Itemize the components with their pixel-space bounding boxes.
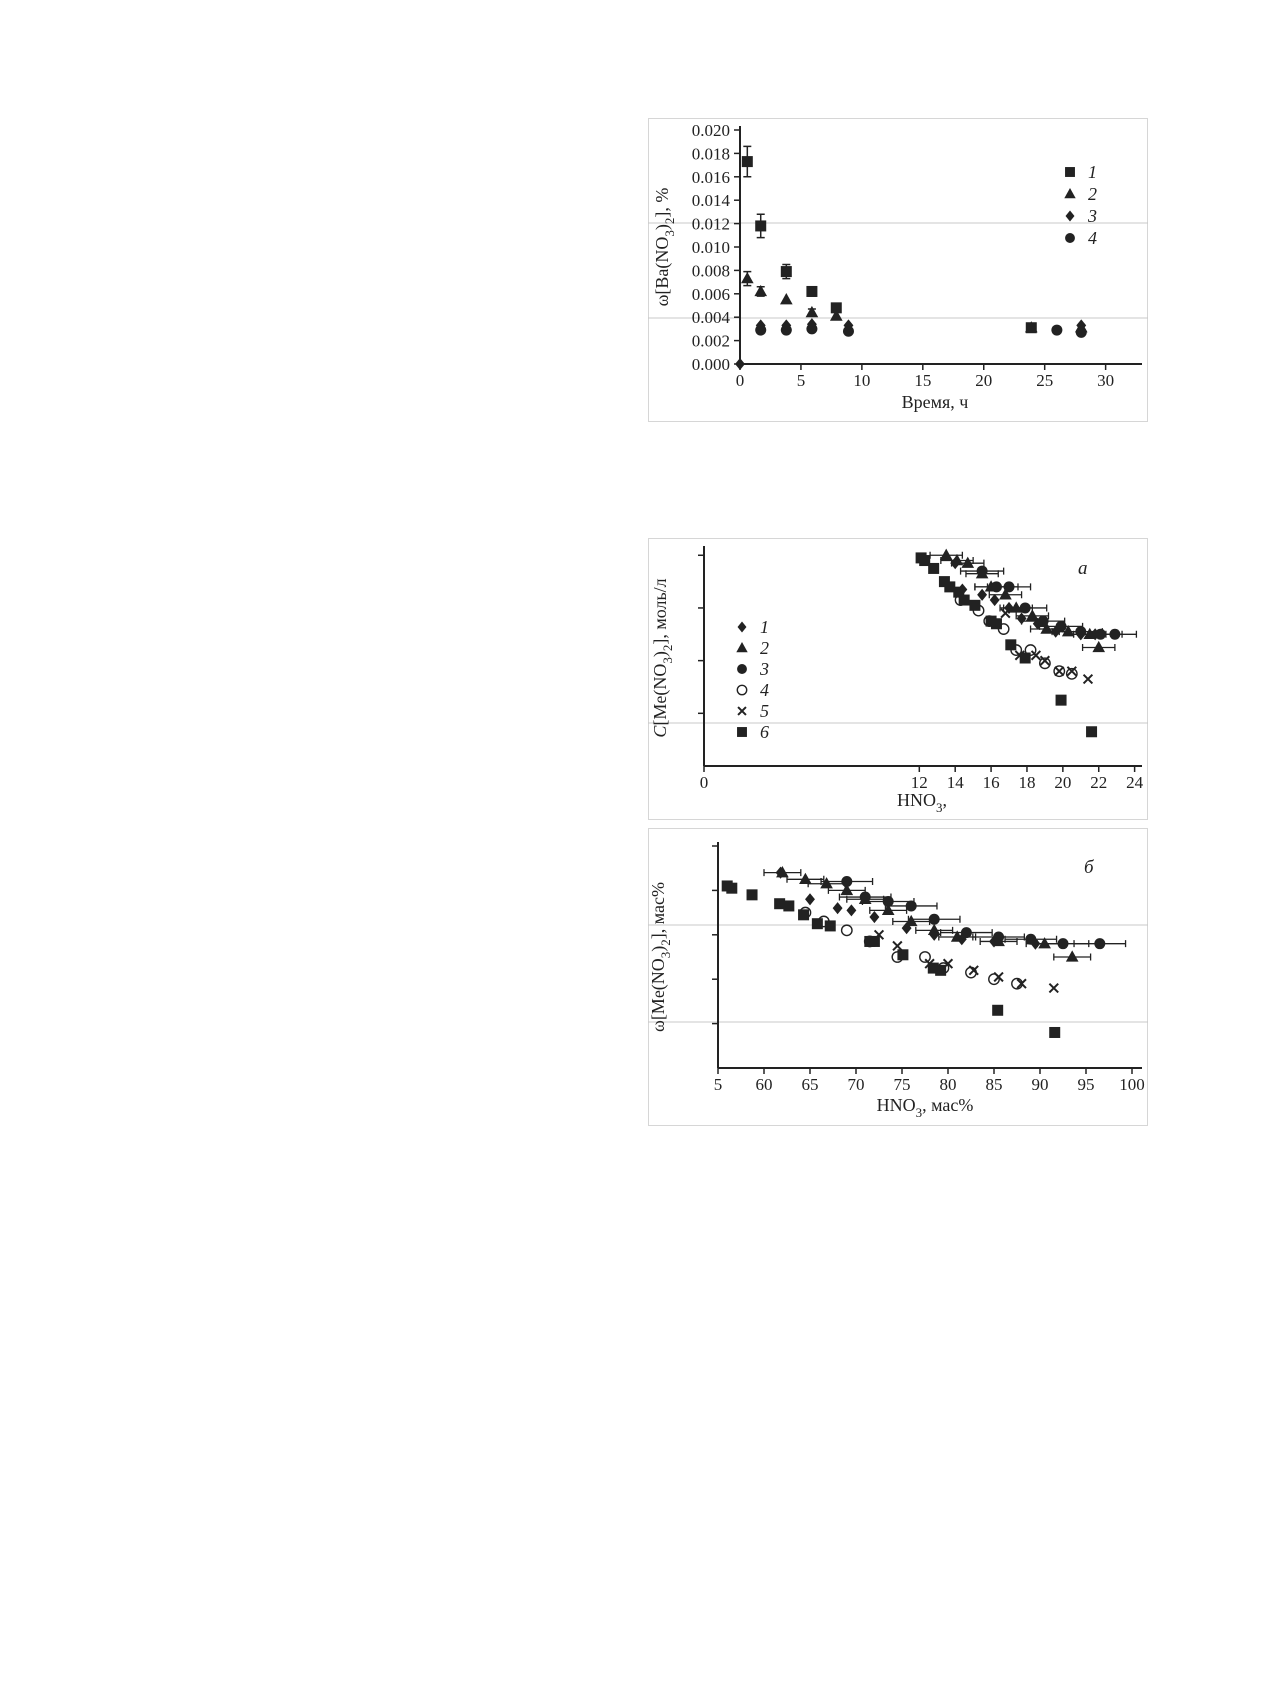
data-point bbox=[905, 915, 918, 926]
data-point bbox=[1056, 695, 1067, 706]
y-tick-label: 0.016 bbox=[691, 167, 730, 187]
x-tick-label: 5 bbox=[796, 371, 806, 390]
legend-label: 2 bbox=[760, 638, 769, 658]
data-point bbox=[842, 925, 852, 935]
x-tick-label: 18 bbox=[1018, 773, 1036, 792]
data-point bbox=[843, 326, 854, 337]
y-tick-label: 0.014 bbox=[691, 191, 730, 211]
data-point bbox=[1020, 653, 1031, 664]
x-tick-label: 90 bbox=[1031, 1075, 1049, 1094]
legend-label: 3 bbox=[1088, 206, 1097, 226]
chart-panel-b bbox=[648, 828, 1148, 1126]
data-point bbox=[825, 920, 836, 931]
series-1 bbox=[742, 146, 1037, 333]
y-tick-label: 0.006 bbox=[691, 284, 730, 304]
plot-area bbox=[735, 146, 1088, 370]
data-point bbox=[742, 156, 753, 167]
legend-marker bbox=[736, 642, 747, 652]
data-point bbox=[781, 266, 792, 277]
y-axis-title: $\omega[Me(NO_3)_2]$, мас% bbox=[648, 881, 673, 1033]
y-tick-label: 0.010 bbox=[691, 238, 730, 257]
x-tick-label: 65 bbox=[801, 1075, 819, 1094]
data-point bbox=[754, 285, 767, 296]
x-tick-label: 80 bbox=[939, 1075, 957, 1094]
legend-marker bbox=[1064, 188, 1075, 198]
legend-label: 3 bbox=[760, 659, 769, 679]
legend-marker bbox=[738, 707, 746, 715]
data-point bbox=[1058, 938, 1069, 949]
data-point bbox=[1109, 629, 1120, 640]
chart-panel-a bbox=[648, 538, 1148, 820]
x-tick-label: 75 bbox=[893, 1075, 911, 1094]
y-tick-label: 0.000 bbox=[691, 355, 730, 374]
legend-marker bbox=[1066, 211, 1075, 222]
series-6 bbox=[916, 552, 1097, 737]
legend-label: 1 bbox=[760, 617, 769, 637]
y-tick-label: 0.002 bbox=[691, 331, 730, 351]
data-point bbox=[935, 965, 946, 976]
x-tick-label: 95 bbox=[1077, 1075, 1095, 1094]
data-point bbox=[993, 932, 1004, 943]
data-point bbox=[992, 1005, 1003, 1016]
data-point bbox=[1049, 984, 1058, 993]
data-point bbox=[1004, 581, 1015, 592]
panel-label: а bbox=[1078, 558, 1088, 579]
x-tick-label: 20 bbox=[1054, 773, 1072, 792]
axes bbox=[692, 121, 1142, 390]
data-point bbox=[741, 272, 754, 283]
data-point bbox=[961, 557, 974, 568]
x-tick-label: 22 bbox=[1090, 773, 1108, 792]
data-point bbox=[906, 900, 917, 911]
data-point bbox=[969, 600, 980, 611]
legend-marker bbox=[737, 727, 747, 737]
data-point bbox=[869, 936, 880, 947]
data-point bbox=[929, 914, 940, 925]
data-point bbox=[1076, 327, 1087, 338]
x-tick-label: 25 bbox=[1036, 371, 1054, 390]
legend-marker bbox=[737, 685, 746, 694]
x-tick-label: 85 bbox=[985, 1075, 1003, 1094]
data-point bbox=[1066, 950, 1079, 961]
chart-panel-1 bbox=[648, 118, 1148, 422]
data-point bbox=[1051, 325, 1062, 336]
data-point bbox=[805, 893, 815, 905]
data-point bbox=[1049, 1027, 1060, 1038]
data-point bbox=[928, 563, 939, 574]
data-point bbox=[780, 293, 793, 304]
data-point bbox=[806, 323, 817, 334]
data-point bbox=[1075, 626, 1086, 637]
series-2 bbox=[764, 866, 1091, 962]
data-point bbox=[991, 618, 1002, 629]
data-point bbox=[781, 325, 792, 336]
data-point bbox=[833, 902, 843, 914]
data-point bbox=[755, 325, 766, 336]
panel-label: б bbox=[1084, 857, 1094, 878]
data-point bbox=[783, 900, 794, 911]
x-tick-label: 60 bbox=[755, 1075, 773, 1094]
legend-label: 4 bbox=[1088, 228, 1097, 248]
legend-label: 4 bbox=[760, 680, 769, 700]
x-axis-title: Время, ч bbox=[901, 392, 969, 412]
chart-svg-a bbox=[648, 538, 1148, 820]
x-tick-label: 10 bbox=[853, 371, 871, 390]
data-point bbox=[920, 952, 930, 962]
data-point bbox=[1094, 938, 1105, 949]
chart-svg-b bbox=[648, 828, 1148, 1126]
legend bbox=[1064, 162, 1097, 248]
legend-label: 5 bbox=[760, 701, 769, 721]
data-point bbox=[806, 286, 817, 297]
data-point bbox=[726, 883, 737, 894]
y-axis-title: $\omega[Ba(NO_3)_2]$, % bbox=[652, 187, 677, 307]
data-point bbox=[1086, 726, 1097, 737]
data-point bbox=[959, 595, 970, 606]
data-point bbox=[755, 220, 766, 231]
y-tick-label: 0.018 bbox=[691, 144, 730, 164]
x-tick-label: 16 bbox=[982, 773, 1000, 792]
x-tick-label: 70 bbox=[847, 1075, 865, 1094]
x-tick-label: 100 bbox=[1119, 1075, 1145, 1094]
legend-marker bbox=[737, 664, 747, 674]
legend-label: 2 bbox=[1088, 184, 1097, 204]
data-point bbox=[1092, 641, 1105, 652]
legend-label: 6 bbox=[760, 722, 769, 742]
x-tick-label: 5 bbox=[713, 1075, 723, 1094]
legend-marker bbox=[738, 622, 747, 633]
x-tick-label: 14 bbox=[946, 773, 964, 792]
data-point bbox=[897, 949, 908, 960]
plot-area bbox=[722, 866, 1126, 1038]
data-point bbox=[812, 918, 823, 929]
data-point bbox=[1005, 639, 1016, 650]
data-point bbox=[747, 889, 758, 900]
x-tick-label: 0 bbox=[735, 371, 745, 390]
x-tick-label: 24 bbox=[1126, 773, 1144, 792]
y-tick-label: 0.004 bbox=[691, 308, 730, 328]
data-point bbox=[961, 927, 972, 938]
plot-area bbox=[916, 549, 1137, 738]
x-tick-label: 12 bbox=[910, 773, 928, 792]
data-point bbox=[940, 549, 953, 560]
x-tick-label: 0 bbox=[699, 773, 709, 792]
series-4 bbox=[755, 323, 1087, 338]
data-point bbox=[869, 911, 879, 923]
data-point bbox=[893, 942, 902, 951]
y-tick-label: 0.012 bbox=[691, 214, 730, 234]
data-point bbox=[990, 594, 1000, 606]
chart-svg-1 bbox=[648, 118, 1148, 422]
data-point bbox=[977, 566, 988, 577]
y-axis-title: $C[Me(NO_3)_2]$, моль/л bbox=[650, 578, 675, 738]
data-point bbox=[846, 904, 856, 916]
x-tick-label: 15 bbox=[914, 371, 932, 390]
data-point bbox=[1020, 602, 1031, 613]
data-point bbox=[806, 306, 819, 317]
legend-label: 1 bbox=[1088, 162, 1097, 182]
x-axis-title: $HNO_3$, мас% bbox=[876, 1095, 974, 1120]
y-tick-label: 0.020 bbox=[691, 121, 730, 140]
x-tick-label: 30 bbox=[1097, 371, 1115, 390]
data-point bbox=[1084, 675, 1093, 684]
data-point bbox=[841, 876, 852, 887]
data-point bbox=[1025, 934, 1036, 945]
x-tick-label: 20 bbox=[975, 371, 993, 390]
data-point bbox=[735, 358, 745, 370]
data-point bbox=[1056, 621, 1067, 632]
data-point bbox=[798, 909, 809, 920]
x-axis-title: $HNO_3$, bbox=[897, 790, 947, 815]
y-tick-label: 0.008 bbox=[691, 261, 730, 281]
legend-marker bbox=[1065, 233, 1075, 243]
legend-marker bbox=[1065, 167, 1075, 177]
